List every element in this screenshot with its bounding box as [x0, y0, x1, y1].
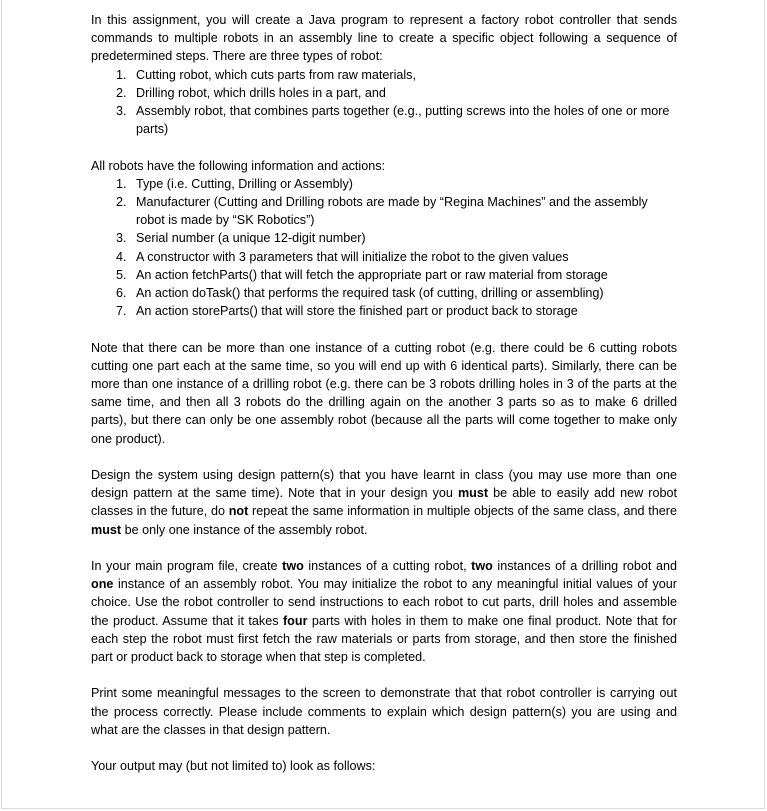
main-text: instance of an assembly robot. You may initialize the robot to any meaningful initial values of your choice. Use the robot controller to send instructions to each robot to cut parts, drill holes and assemble the product. Assume that it takes [91, 577, 677, 628]
output-intro: Your output may (but not limited to) look as follows: [91, 759, 376, 774]
design-text: be only one instance of the assembly robot. [121, 522, 368, 537]
list-text: An action fetchParts() that will fetch the appropriate part or raw material from storage [136, 267, 608, 282]
main-program-paragraph [91, 557, 677, 666]
list-text: An action storeParts() that will store the finished part or product back to storage [136, 304, 578, 319]
list-number: 5. [116, 267, 127, 282]
list-number: 3. [116, 231, 127, 246]
list-number: 7. [116, 304, 127, 319]
list-number: 3. [116, 104, 127, 119]
main-text: instances of a drilling robot and [492, 559, 677, 574]
main-text: In your main program file, create [91, 559, 283, 574]
list-text: Type (i.e. Cutting, Drilling or Assembly) [136, 176, 353, 191]
design-emphasis: must [457, 486, 489, 501]
design-text: be able to easily add new robot classes in the future, do [91, 486, 677, 519]
list-item [91, 102, 677, 138]
assignment-document [91, 11, 677, 775]
list-item [91, 66, 677, 84]
list-item [91, 229, 677, 247]
list-text: Cutting robot, which cuts parts from raw materials, [136, 67, 416, 82]
print-messages-paragraph: Print some meaningful messages to the screen to demonstrate that that robot controller is carrying out the process correctly. Please include comments to explain which design pattern(s) you are using and what are the classes in that design pattern. [91, 686, 677, 737]
list-item [91, 248, 677, 266]
list-text: An action doTask() that performs the required task (of cutting, drilling or assembling) [136, 286, 604, 301]
list-item [91, 266, 677, 284]
main-emphasis: four [282, 613, 308, 628]
robot-types-list [91, 66, 677, 139]
list-text: Drilling robot, which drills holes in a part, and [136, 85, 386, 100]
intro-paragraph: In this assignment, you will create a Java program to represent a factory robot controller that sends commands to multiple robots in an assembly line to create a specific object following a sequence of predetermined steps. There are three types of robot: [91, 13, 677, 64]
list-item [91, 84, 677, 102]
list-item [91, 302, 677, 320]
robot-info-list [91, 175, 677, 321]
design-text: Design the system using design pattern(s) that you have learnt in class (you may use more than one design pattern at the same time). Note that in your design you [91, 468, 677, 501]
main-emphasis: one [91, 577, 114, 592]
list-text: Assembly robot, that combines parts together (e.g., putting screws into the holes of one or more parts) [136, 104, 670, 137]
main-emphasis: two [282, 559, 304, 574]
list-text: Serial number (a unique 12-digit number) [136, 231, 366, 246]
list-number: 1. [116, 176, 127, 191]
design-emphasis: not [228, 504, 249, 519]
design-emphasis: must [91, 522, 122, 537]
list-number: 2. [116, 85, 127, 100]
list-item [91, 175, 677, 193]
robots-info-intro: All robots have the following information and actions: [91, 158, 386, 173]
design-text: repeat the same information in multiple objects of the same class, and there [248, 504, 677, 519]
list-number: 6. [116, 286, 127, 301]
list-item [91, 284, 677, 302]
list-number: 1. [116, 67, 127, 82]
main-text: parts with holes in them to make one final product. Note that for each step the robot must first fetch the raw materials or parts from storage, and then store the finished part or product back to storage when that step is completed. [91, 613, 677, 665]
list-number: 4. [116, 249, 127, 264]
main-emphasis: two [471, 559, 493, 574]
note-paragraph: Note that there can be more than one instance of a cutting robot (e.g. there could be 6 cutting robots cutting one part each at the same time, so you will end up with 6 identical parts). Similarly, there can be more than one instance of a drilling robot (e.g. there can be 3 robots drilling holes in 3 of the parts at the same time, and then all 3 robots do the drilling again on the another 3 parts so as to make 6 drilled parts), but there can only be one assembly robot (because all the parts will come together to make only one product). [91, 340, 677, 446]
list-number: 2. [116, 195, 127, 210]
list-item [91, 193, 677, 229]
main-text: instances of a cutting robot, [303, 559, 472, 574]
design-paragraph [91, 466, 677, 539]
list-text: A constructor with 3 parameters that will initialize the robot to the given values [136, 249, 569, 264]
list-text: Manufacturer (Cutting and Drilling robots are made by “Regina Machines” and the assembly robot is made by “SK Robotics”) [136, 195, 648, 228]
